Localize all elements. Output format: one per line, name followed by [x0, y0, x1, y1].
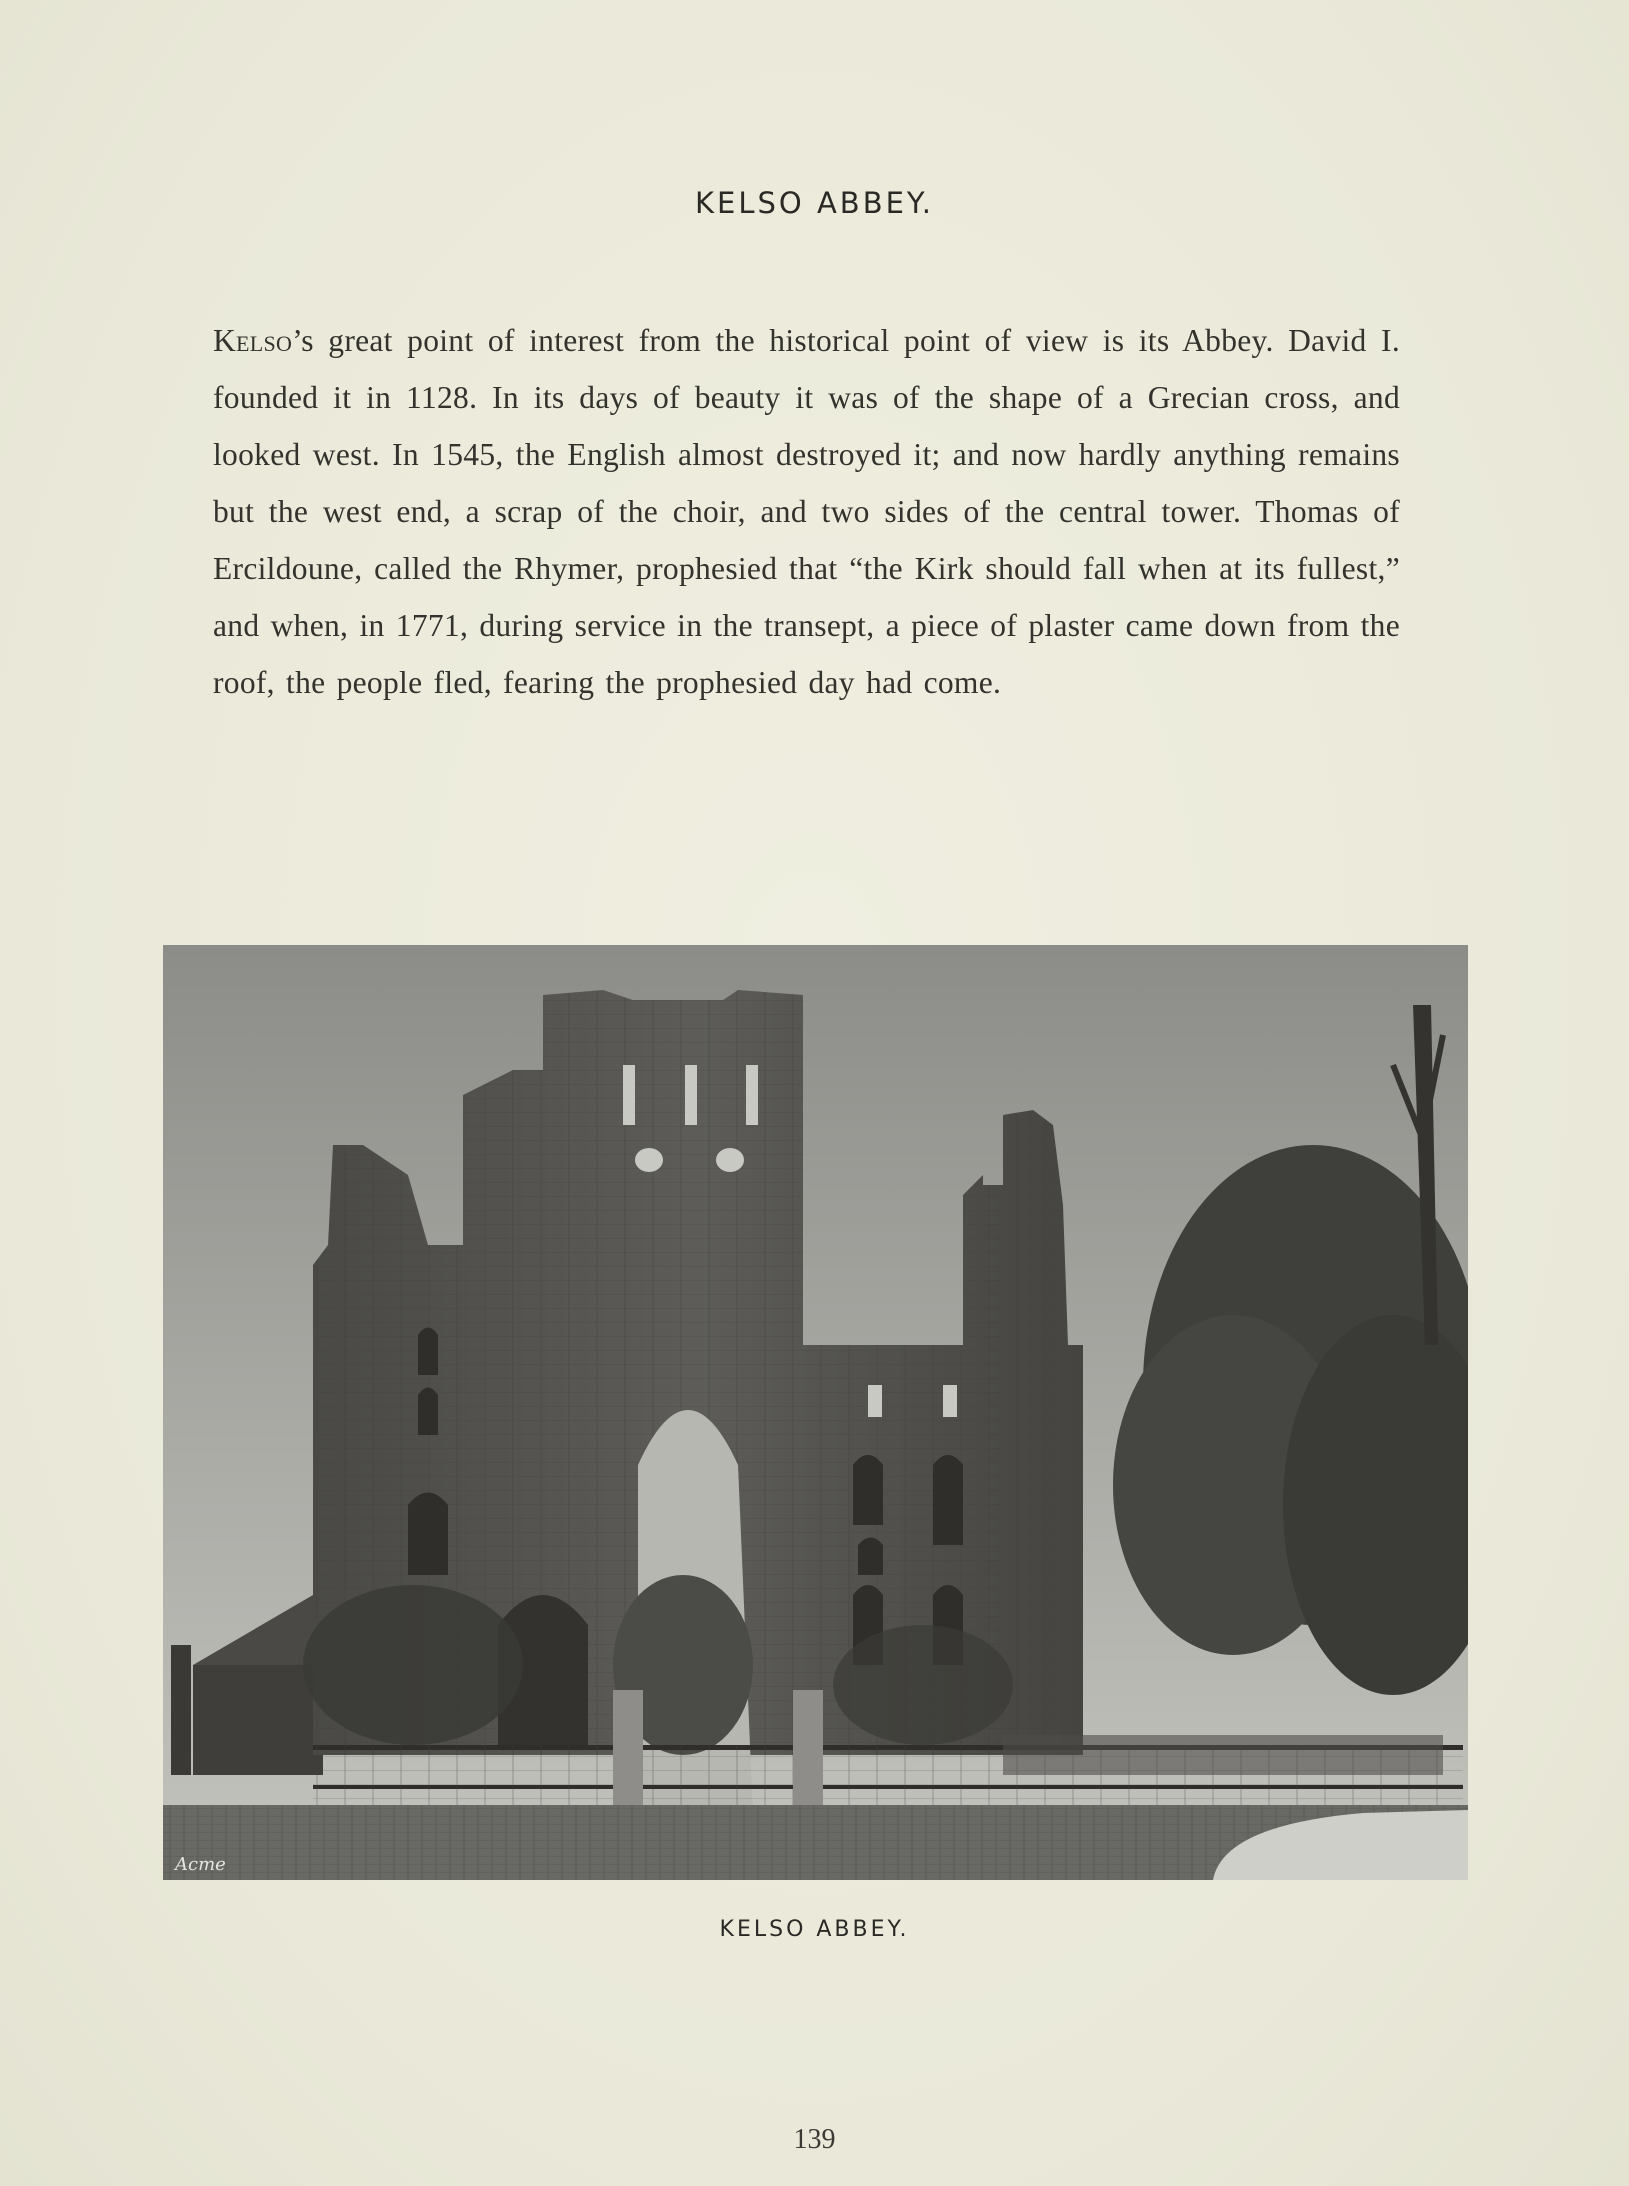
abbey-photograph — [163, 945, 1468, 1880]
body-paragraph — [213, 312, 1400, 711]
photo-signature: Acme — [175, 1854, 226, 1875]
photo-caption: KELSO ABBEY. — [719, 1917, 910, 1942]
page-heading: KELSO ABBEY. — [695, 186, 934, 220]
page-number: 139 — [793, 2124, 836, 2155]
paragraph-lead-word: Kelso — [213, 323, 293, 358]
paragraph-text: ’s great point of interest from the historical point of view is its Abbey. David I. founded it in 1128. In its days of beauty it was of the shape of a Grecian cross, and looked west. In 1545, the English almost destroyed it; and now hardly anything remains but the west end, a scrap of the choir, and two sides of the central tower. Thomas of Ercildoune, called the Rhymer, prophesied that “the Kirk should fall when at its fullest,” and when, in 1771, during service in the transept, a piece of plaster came down from the roof, the people fled, fearing the prophesied day had come. — [213, 323, 1400, 700]
